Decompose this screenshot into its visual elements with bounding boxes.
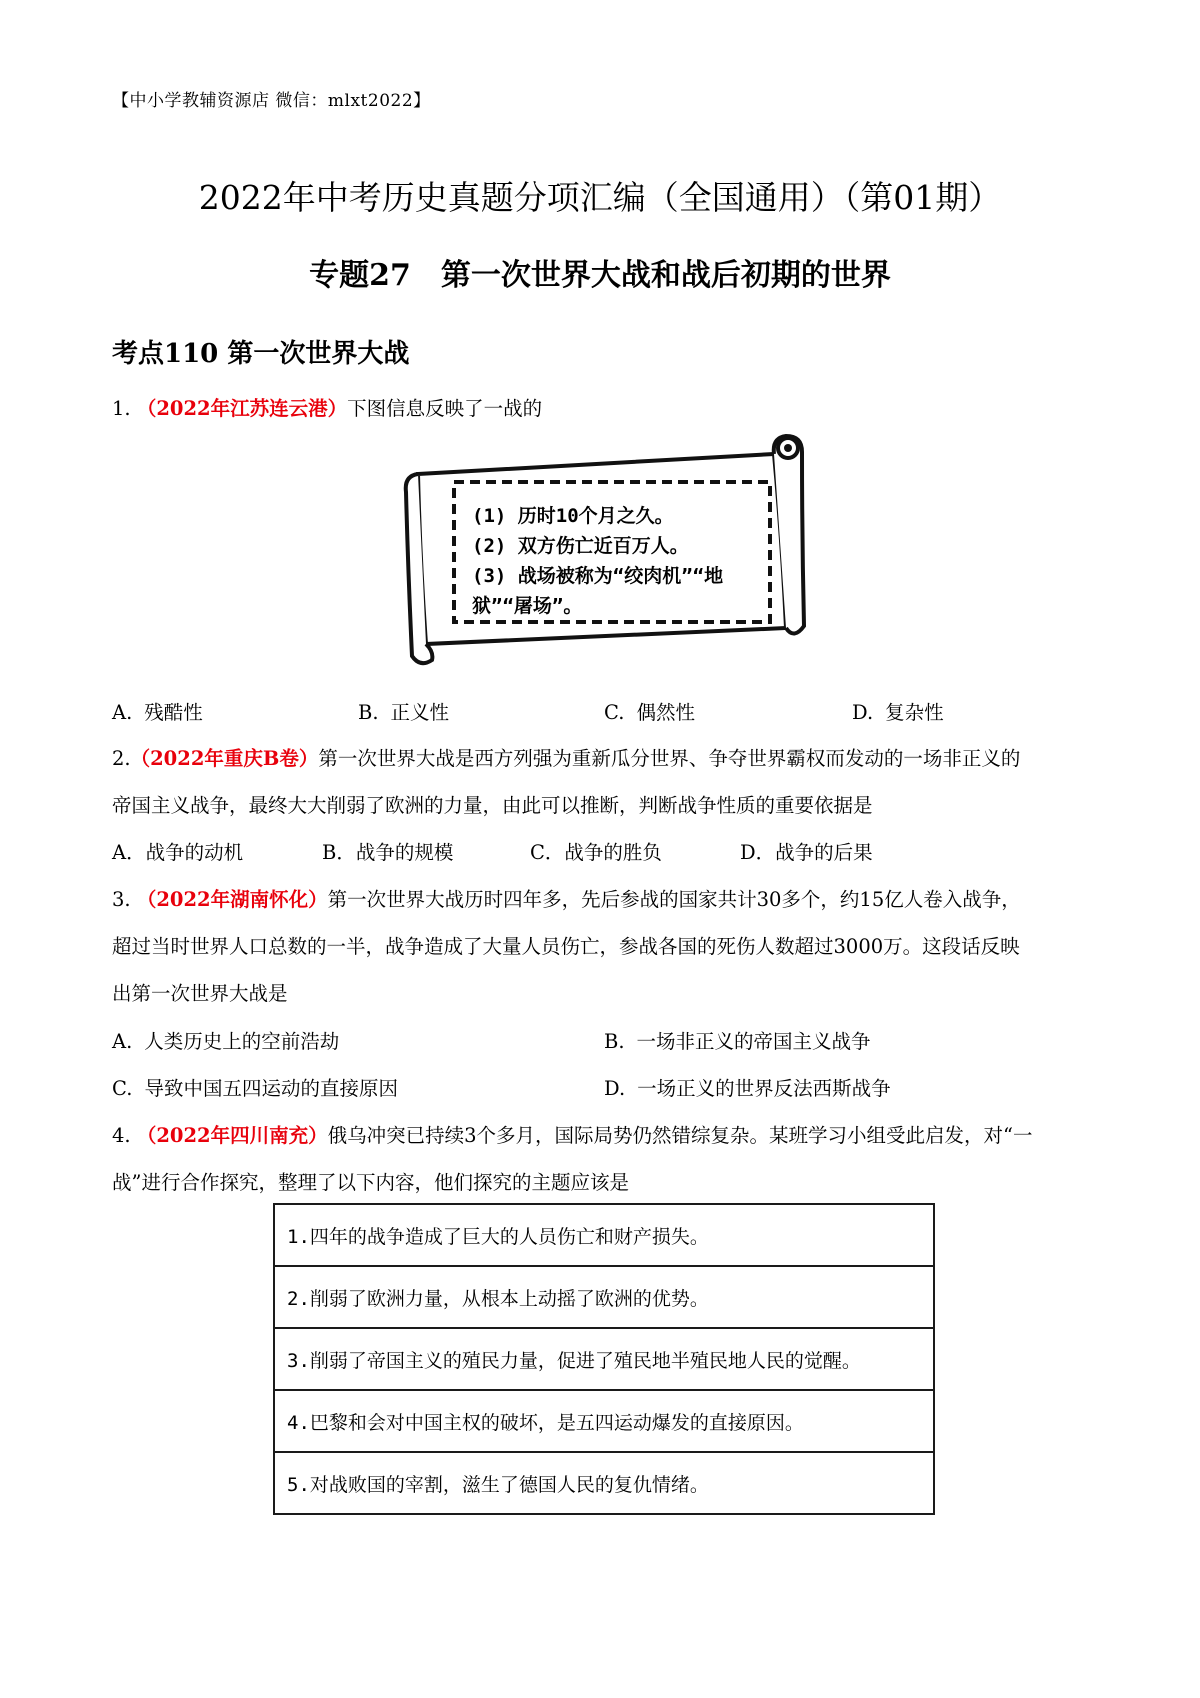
scroll-line-2: (2) 双方伤亡近百万人。 bbox=[472, 535, 689, 557]
table-cell: 4.巴黎和会对中国主权的破坏，是五四运动爆发的直接原因。 bbox=[274, 1390, 934, 1452]
option-text: 人类历史上的空前浩劫 bbox=[144, 1030, 340, 1053]
table-row bbox=[274, 1328, 934, 1390]
question-source: （2022年湖南怀化） bbox=[136, 888, 328, 911]
table-cell: 5.对战败国的宰割，滋生了德国人民的复仇情绪。 bbox=[274, 1452, 934, 1514]
option-text: 复杂性 bbox=[885, 701, 944, 724]
question-3-stem-cont-1: 超过当时世界人口总数的一半，战争造成了大量人员伤亡，参战各国的死伤人数超过3000万。这段话反映 bbox=[112, 935, 1020, 958]
document-subtitle: 专题27 第一次世界大战和战后初期的世界 bbox=[309, 258, 891, 293]
question-text: 俄乌冲突已持续3个多月，国际局势仍然错综复杂。某班学习小组受此启发，对“一 bbox=[327, 1124, 1033, 1147]
option-text: 战争的规模 bbox=[355, 841, 454, 864]
table-cell: 3.削弱了帝国主义的殖民力量，促进了殖民地半殖民地人民的觉醒。 bbox=[274, 1328, 934, 1390]
option-label: B． bbox=[322, 841, 356, 864]
option-label: B. bbox=[358, 701, 379, 724]
scroll-line-1: (1) 历时10个月之久。 bbox=[472, 505, 674, 527]
option-label: D. bbox=[604, 1077, 626, 1100]
option-c[interactable] bbox=[530, 837, 662, 865]
question-3-stem bbox=[112, 884, 1021, 912]
option-text: 战争的动机 bbox=[145, 841, 244, 864]
option-label: C. bbox=[112, 1077, 133, 1100]
question-3-stem-cont-2: 出第一次世界大战是 bbox=[112, 982, 288, 1005]
question-2-stem-cont: 帝国主义战争，最终大大削弱了欧洲的力量，由此可以推断，判断战争性质的重要依据是 bbox=[112, 794, 873, 817]
scroll-drawing bbox=[390, 430, 830, 670]
table-row bbox=[274, 1452, 934, 1514]
option-text: 残酷性 bbox=[144, 701, 203, 724]
option-a[interactable] bbox=[112, 1026, 339, 1054]
option-d[interactable] bbox=[852, 697, 944, 725]
question-1-stem bbox=[112, 393, 542, 421]
question-text: 下图信息反映了一战的 bbox=[347, 397, 543, 420]
option-c[interactable] bbox=[604, 697, 695, 725]
question-2-stem bbox=[112, 743, 1020, 771]
option-text: 战争的后果 bbox=[775, 841, 873, 864]
document-title: 2022年中考历史真题分项汇编（全国通用）（第01期） bbox=[198, 178, 1002, 217]
question-source: （2022年重庆B卷） bbox=[130, 747, 319, 770]
question-source: （2022年四川南充） bbox=[136, 1124, 328, 1147]
option-label: D． bbox=[740, 841, 776, 864]
option-d[interactable] bbox=[604, 1073, 891, 1101]
option-label: B. bbox=[604, 1030, 625, 1053]
option-label: A. bbox=[112, 1030, 133, 1053]
option-label: C． bbox=[530, 841, 565, 864]
option-b[interactable] bbox=[322, 837, 453, 865]
option-text: 一场正义的世界反法西斯战争 bbox=[637, 1077, 891, 1100]
table-row bbox=[274, 1266, 934, 1328]
question-text: 第一次世界大战是西方列强为重新瓜分世界、争夺世界霸权而发动的一场非正义的 bbox=[318, 747, 1021, 770]
option-text: 偶然性 bbox=[636, 701, 695, 724]
scroll-line-3: (3) 战场被称为“绞肉机”“地 bbox=[472, 565, 724, 587]
option-b[interactable] bbox=[604, 1026, 871, 1054]
option-text: 导致中国五四运动的直接原因 bbox=[144, 1077, 398, 1100]
option-label: A. bbox=[112, 701, 133, 724]
table-row bbox=[274, 1390, 934, 1452]
watermark-text: 【中小学教辅资源店 微信：mlxt2022】 bbox=[112, 91, 431, 111]
table-row bbox=[274, 1204, 934, 1266]
question-text: 第一次世界大战历时四年多，先后参战的国家共计30多个，约15亿人卷入战争， bbox=[327, 888, 1021, 911]
question-4-table bbox=[273, 1203, 935, 1515]
option-label: D. bbox=[852, 701, 874, 724]
option-a[interactable] bbox=[112, 837, 243, 865]
option-text: 正义性 bbox=[390, 701, 450, 724]
option-a[interactable] bbox=[112, 697, 203, 725]
question-number: 1. bbox=[112, 397, 131, 420]
question-source: （2022年江苏连云港） bbox=[136, 397, 348, 420]
option-label: C. bbox=[604, 701, 625, 724]
question-number: 2. bbox=[112, 747, 131, 770]
option-c[interactable] bbox=[112, 1073, 398, 1101]
option-text: 一场非正义的帝国主义战争 bbox=[636, 1030, 871, 1053]
option-d[interactable] bbox=[740, 837, 873, 865]
option-b[interactable] bbox=[358, 697, 449, 725]
question-number: 3. bbox=[112, 888, 131, 911]
option-label: A． bbox=[112, 841, 146, 864]
table-cell: 2.削弱了欧洲力量，从根本上动摇了欧洲的优势。 bbox=[274, 1266, 934, 1328]
table-cell: 1.四年的战争造成了巨大的人员伤亡和财产损失。 bbox=[274, 1204, 934, 1266]
option-text: 战争的胜负 bbox=[564, 841, 662, 864]
question-1-scroll-figure bbox=[390, 430, 830, 670]
question-4-stem-cont: 战”进行合作探究，整理了以下内容，他们探究的主题应该是 bbox=[112, 1171, 629, 1194]
question-number: 4. bbox=[112, 1124, 131, 1147]
question-4-stem bbox=[112, 1120, 1032, 1148]
scroll-line-4: 狱”“屠场”。 bbox=[472, 595, 583, 617]
section-heading: 考点110 第一次世界大战 bbox=[112, 339, 410, 369]
